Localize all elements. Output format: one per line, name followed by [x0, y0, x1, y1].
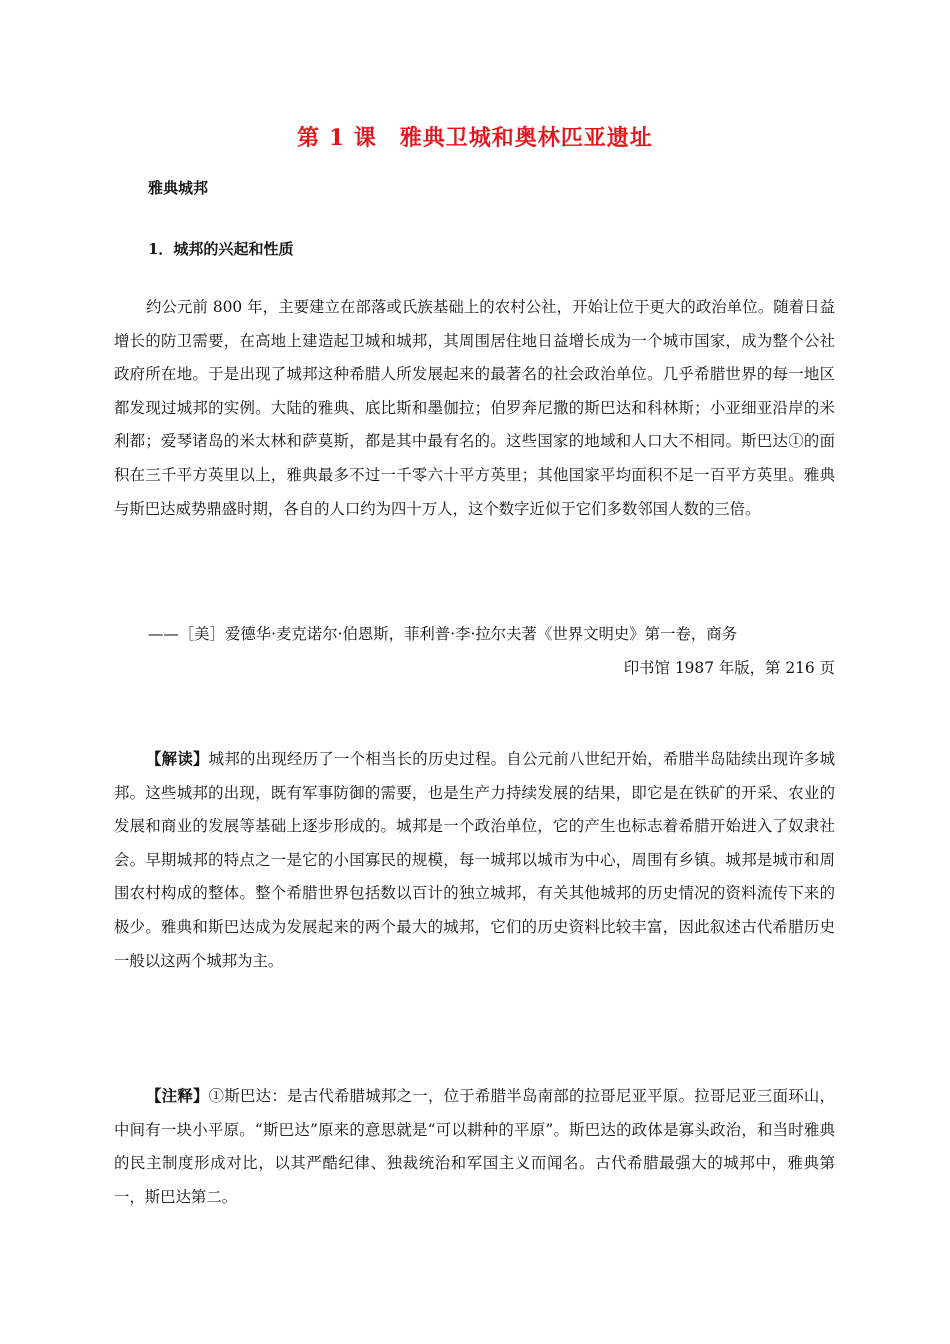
interpretation-text: 城邦的出现经历了一个相当长的历史过程。自公元前八世纪开始，希腊半岛陆续出现许多城邦。这些城邦的出现，既有军事防御的需要，也是生产力持续发展的结果，即它是在铁矿的开采、农业的发展和商业的发展等基础上逐步形成的。城邦是一个政治单位，它的产生也标志着希腊开始进入了奴隶社会。早期城邦的特点之一是它的小国寡民的规模，每一城邦以城市为中心，周围有乡镇。城邦是城市和周围农村构成的整体。整个希腊世界包括数以百计的独立城邦，有关其他城邦的历史情况的资料流传下来的极少。雅典和斯巴达成为发展起来的两个最大的城邦，它们的历史资料比较丰富，因此叙述古代希腊历史一般以这两个城邦为主。 — [114, 750, 835, 970]
main-paragraph: 约公元前 800 年，主要建立在部落或氏族基础上的农村公社，开始让位于更大的政治单位。随着日益增长的防卫需要，在高地上建造起卫城和城邦，其周围居住地日益增长成为一个城市国家，成为整个公社政府所在地。于是出现了城邦这种希腊人所发展起来的最著名的社会政治单位。几乎希腊世界的每一地区都发现过城邦的实例。大陆的雅典、底比斯和墨伽拉；伯罗奔尼撒的斯巴达和科林斯；小亚细亚沿岸的米利都；爱琴诸岛的米太林和萨莫斯，都是其中最有名的。这些国家的地域和人口大不相同。斯巴达①的面积在三千平方英里以上，雅典最多不过一千零六十平方英里；其他国家平均面积不足一百平方英里。雅典与斯巴达威势鼎盛时期，各自的人口约为四十万人，这个数字近似于它们多数邻国人数的三倍。 — [114, 298, 835, 518]
lesson-title: 第 1 课 雅典卫城和奥林匹亚遗址 — [297, 125, 653, 151]
note-label: 【注释】 — [146, 1087, 209, 1105]
source-citation-line2: 印书馆 1987 年版，第 216 页 — [623, 659, 835, 677]
note-paragraph — [114, 1080, 835, 1214]
subsection-heading: 1．城邦的兴起和性质 — [148, 240, 294, 258]
interpretation-paragraph — [114, 743, 835, 978]
interpretation-label: 【解读】 — [146, 750, 209, 768]
note-text: ①斯巴达：是古代希腊城邦之一，位于希腊半岛南部的拉哥尼亚平原。拉哥尼亚三面环山，中间有一块小平原。“斯巴达”原来的意思就是“可以耕种的平原”。斯巴达的政体是寡头政治，和当时雅典的民主制度形成对比，以其严酷纪律、独裁统治和军国主义而闻名。古代希腊最强大的城邦中，雅典第一，斯巴达第二。 — [114, 1087, 835, 1206]
section-heading: 雅典城邦 — [148, 179, 209, 197]
source-citation-line1: ——［美］爱德华·麦克诺尔·伯恩斯，菲利普·李·拉尔夫著《世界文明史》第一卷，商务 — [148, 625, 738, 643]
